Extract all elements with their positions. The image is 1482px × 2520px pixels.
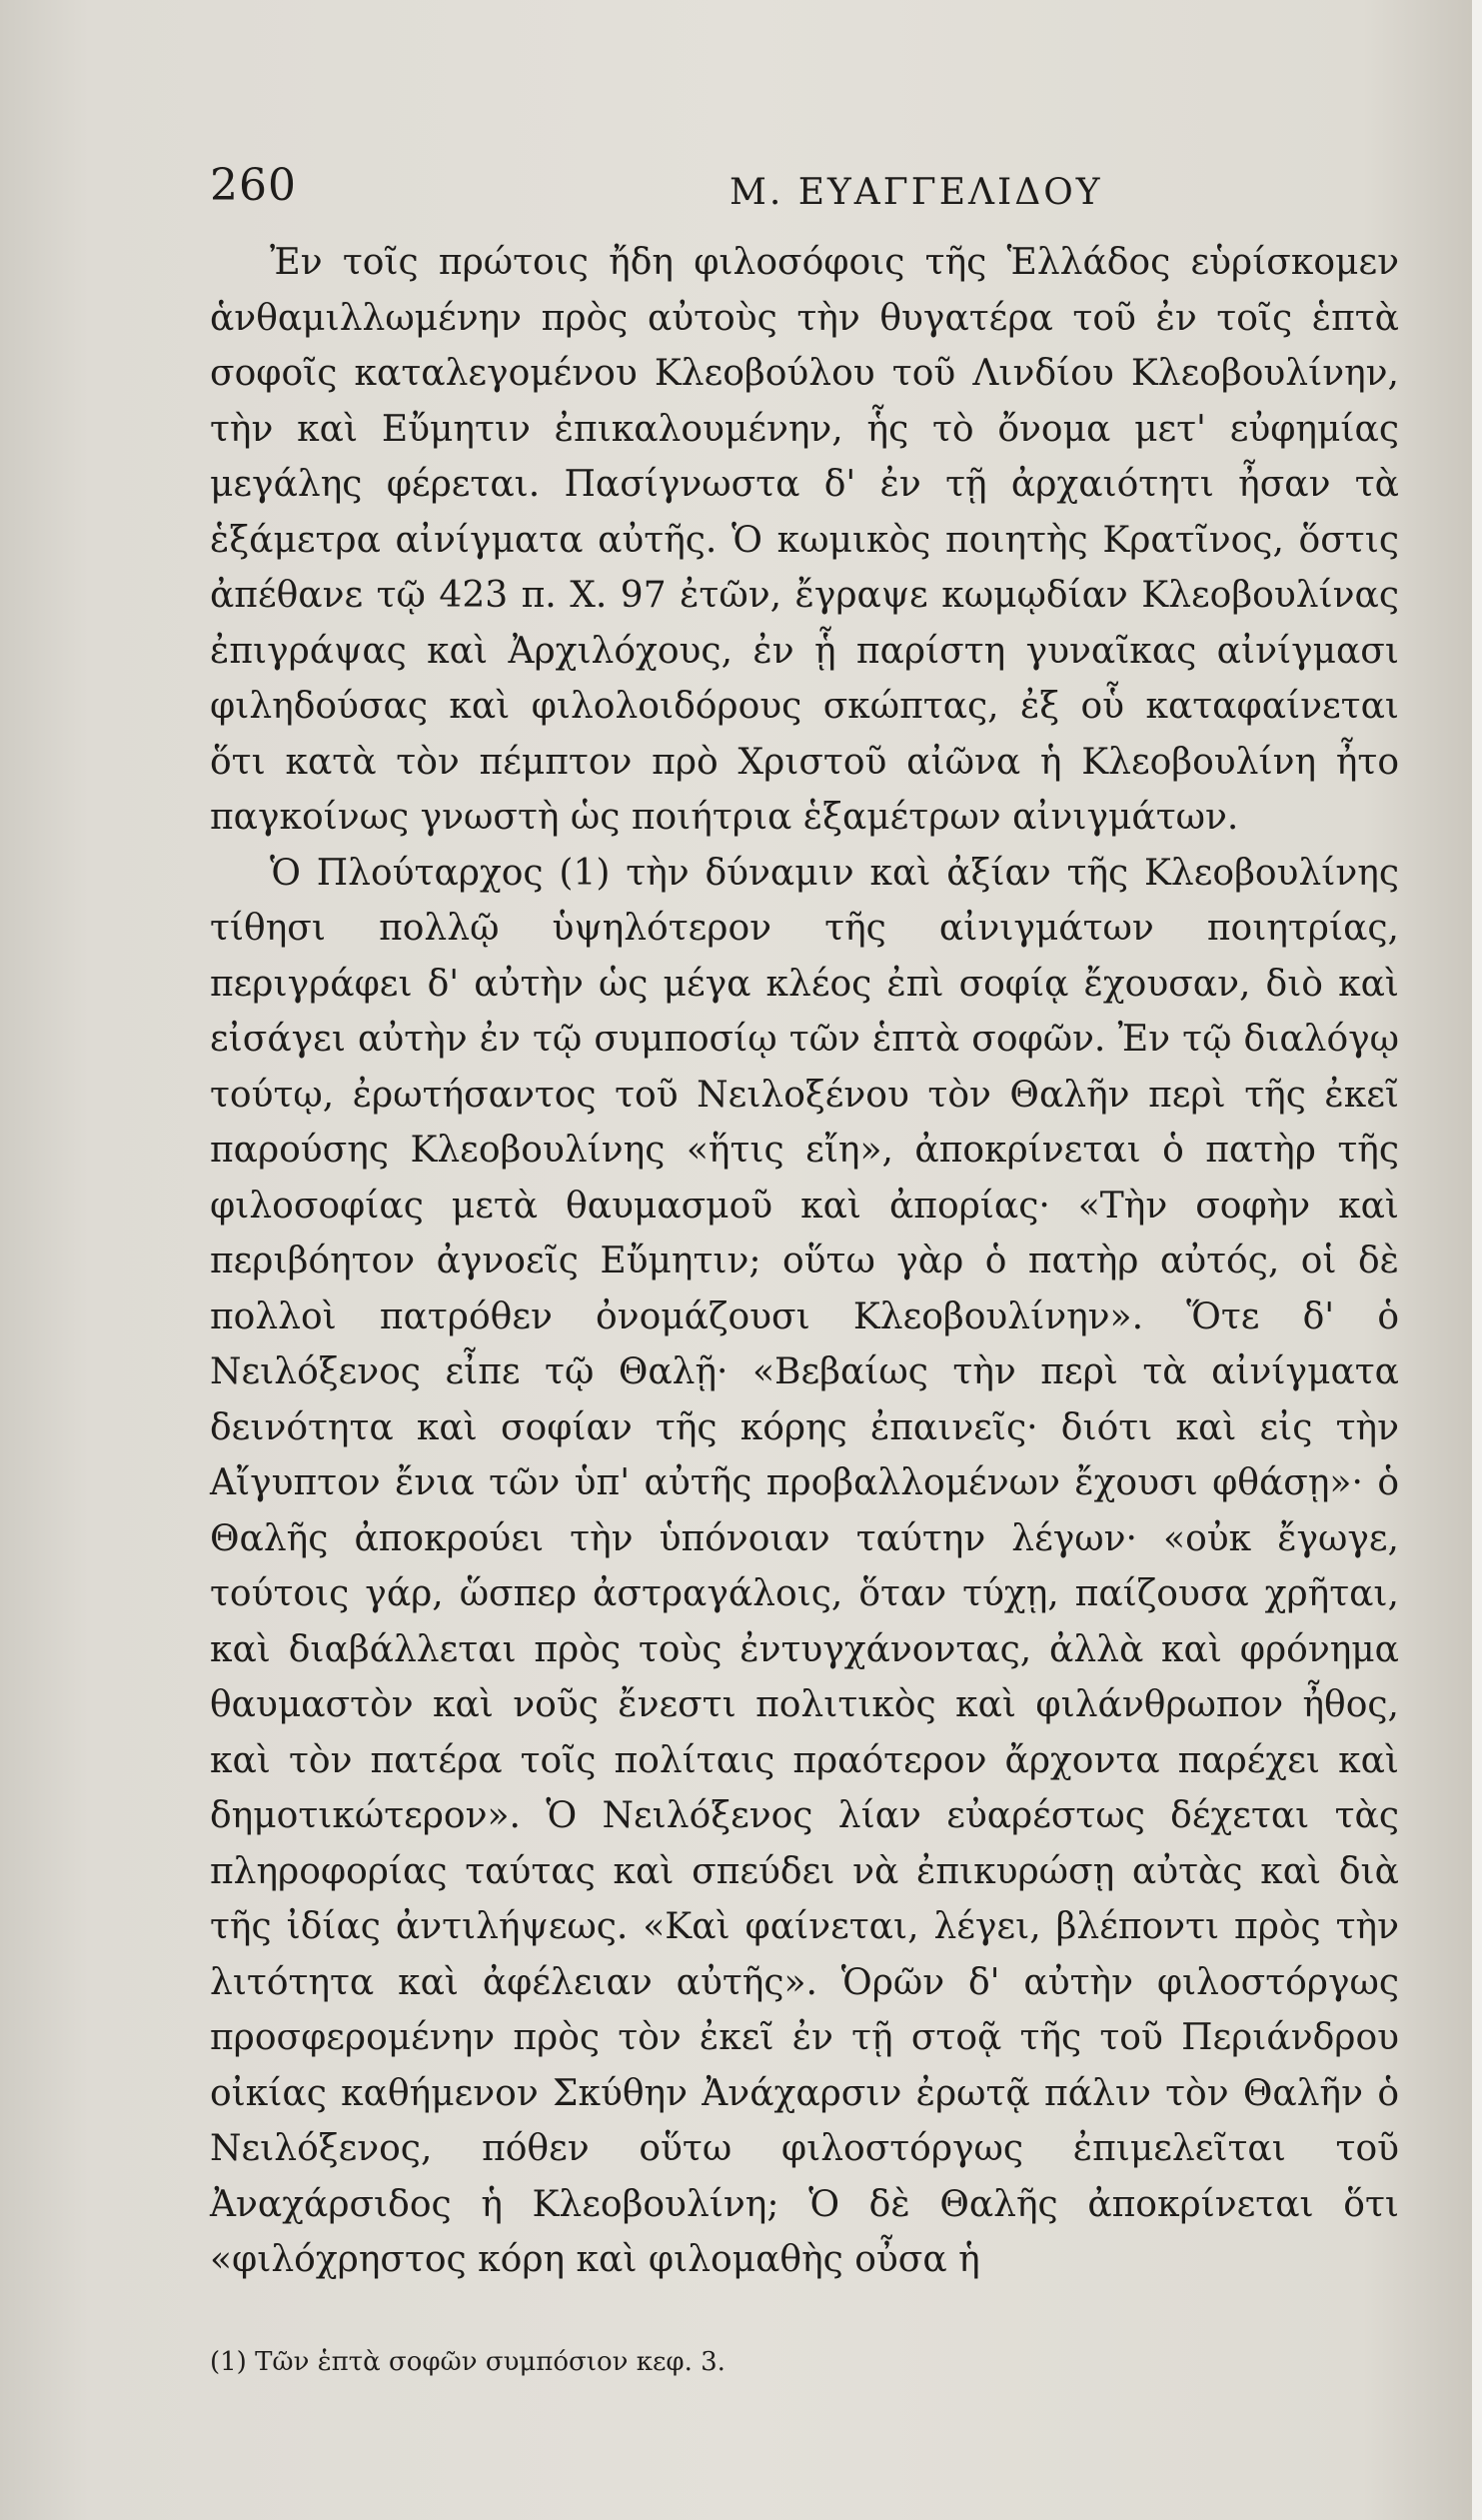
footnote: (1) Τῶν ἑπτὰ σοφῶν συμπόσιον κεφ. 3. xyxy=(210,2347,726,2377)
page-edge xyxy=(1472,0,1482,2520)
page-header xyxy=(210,160,1399,220)
paragraph: Ὁ Πλούταρχος (1) τὴν δύναμιν καὶ ἀξίαν τῆς Κλεοβουλίνης τίθησι πολλῷ ὑψηλότερον τῆς αἰνιγμάτων ποιητρίας, περιγράφει δ' αὐτὴν ὡς μέγα κλέος ἐπὶ σοφίᾳ ἔχουσαν, διὸ καὶ εἰσάγει αὐτὴν ἐν τῷ συμποσίῳ τῶν ἑπτὰ σοφῶν. Ἐν τῷ διαλόγῳ τούτῳ, ἐρωτήσαντος τοῦ Νειλοξένου τὸν Θαλῆν περὶ τῆς ἐκεῖ παρούσης Κλεοβουλίνης «ἥτις εἴη», ἀποκρίνεται ὁ πατὴρ τῆς φιλοσοφίας μετὰ θαυμασμοῦ καὶ ἀπορίας· «Τὴν σοφὴν καὶ περιβόητον ἀγνοεῖς Εὔμητιν; οὕτω γὰρ ὁ πατὴρ αὐτός, οἱ δὲ πολλοὶ πατρόθεν ὀνομάζουσι Κλεοβουλίνην». Ὅτε δ' ὁ Νειλόξενος εἶπε τῷ Θαλῇ· «Βεβαίως τὴν περὶ τὰ αἰνίγματα δεινότητα καὶ σοφίαν τῆς κόρης ἐπαινεῖς· διότι καὶ εἰς τὴν Αἴγυπτον ἔνια τῶν ὑπ' αὐτῆς προβαλλομένων ἔχουσι φθάσῃ»· ὁ Θαλῆς ἀποκρούει τὴν ὑπόνοιαν ταύτην λέγων· «οὐκ ἔγωγε, τούτοις γάρ, ὥσπερ ἀστραγάλοις, ὅταν τύχῃ, παίζουσα χρῆται, καὶ διαβάλλεται πρὸς τοὺς ἐντυγχάνοντας, ἀλλὰ καὶ φρόνημα θαυμαστὸν καὶ νοῦς ἔνεστι πολιτικὸς καὶ φιλάνθρωπον ἦθος, καὶ τὸν πατέρα τοῖς πολίταις πραότερον ἄρχοντα παρέχει καὶ δημοτικώτερον». Ὁ Νειλόξενος λίαν εὐαρέστως δέχεται τὰς πληροφορίας ταύτας καὶ σπεύδει νὰ ἐπικυρώσῃ αὐτὰς καὶ διὰ τῆς ἰδίας ἀντιλήψεως. «Καὶ φαίνεται, λέγει, βλέποντι πρὸς τὴν λιτότητα καὶ ἀφέλειαν αὐτῆς». Ὁρῶν δ' αὐτὴν φιλοστόργως προσφερομένην πρὸς τὸν ἐκεῖ ἐν τῇ στοᾷ τῆς τοῦ Περιάνδρου οἰκίας καθήμενον Σκύθην Ἀνάχαρσιν ἐρωτᾷ πάλιν τὸν Θαλῆν ὁ Νειλόξενος, πόθεν οὕτω φιλοστόργως ἐπιμελεῖται τοῦ Ἀναχάρσιδος ἡ Κλεοβουλίνη; Ὁ δὲ Θαλῆς ἀποκρίνεται ὅτι «φιλόχρηστος κόρη καὶ φιλομαθὴς οὖσα ἡ xyxy=(210,852,1399,2280)
running-head: Μ. ΕΥΑΓΓΕΛΙΔΟΥ xyxy=(730,172,1103,213)
body-text xyxy=(210,235,1399,2288)
paragraph: Ἐν τοῖς πρώτοις ἤδη φιλοσόφοις τῆς Ἑλλάδος εὑρίσκομεν ἁνθαμιλλωμένην πρὸς αὐτοὺς τὴν θυγατέρα τοῦ ἐν τοῖς ἑπτὰ σοφοῖς καταλεγομένου Κλεοβούλου τοῦ Λινδίου Κλεοβουλίνην, τὴν καὶ Εὔμητιν ἐπικαλουμένην, ἧς τὸ ὄνομα μετ' εὐφημίας μεγάλης φέρεται. Πασίγνωστα δ' ἐν τῇ ἀρχαιότητι ἦσαν τὰ ἑξάμετρα αἰνίγματα αὐτῆς. Ὁ κωμικὸς ποιητὴς Κρατῖνος, ὅστις ἀπέθανε τῷ 423 π. Χ. 97 ἐτῶν, ἔγραψε κωμῳδίαν Κλεοβουλίνας ἐπιγράψας καὶ Ἀρχιλόχους, ἐν ᾗ παρίστη γυναῖκας αἰνίγμασι φιληδούσας καὶ φιλολοιδόρους σκώπτας, ἐξ οὗ καταφαίνεται ὅτι κατὰ τὸν πέμπτον πρὸ Χριστοῦ αἰῶνα ἡ Κλεοβουλίνη ἦτο παγκοίνως γνωστὴ ὡς ποιήτρια ἑξαμέτρων αἰνιγμάτων. xyxy=(210,242,1399,838)
page-number: 260 xyxy=(210,160,297,211)
